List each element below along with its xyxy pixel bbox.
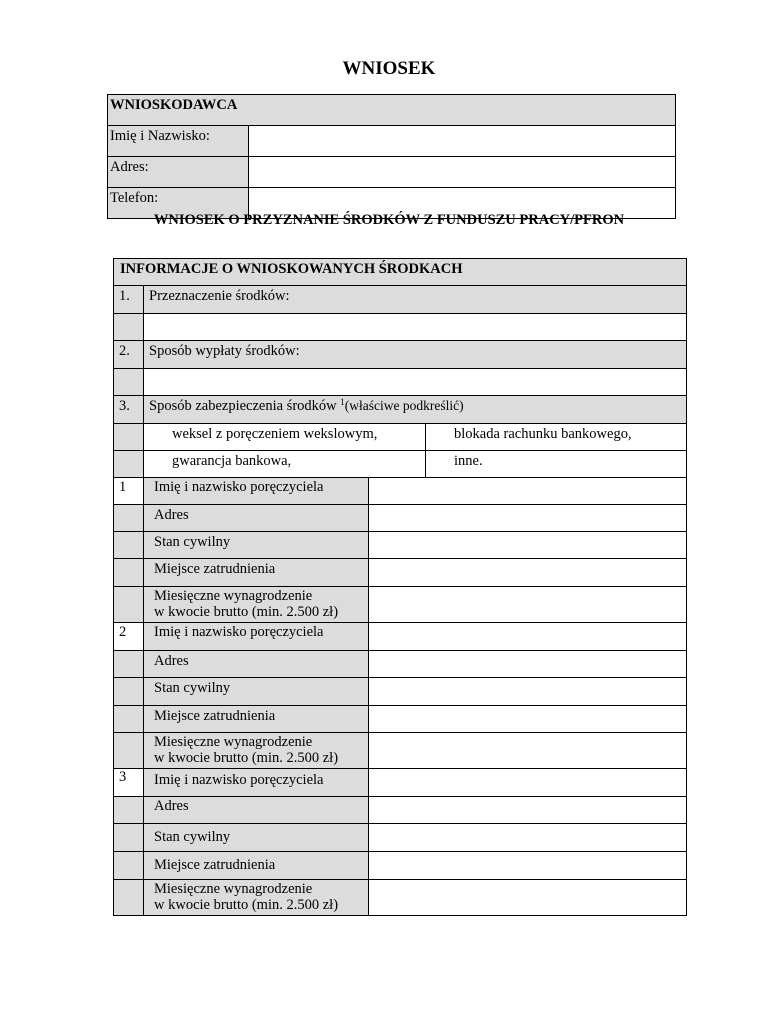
option-number-cell bbox=[114, 424, 144, 451]
guarantor-number: 2 bbox=[114, 623, 144, 651]
applicant-table bbox=[107, 94, 676, 219]
guarantor-marital-field[interactable] bbox=[369, 678, 687, 706]
guarantor-salary-field[interactable] bbox=[369, 733, 687, 769]
funds-table bbox=[113, 258, 687, 916]
purpose-label: Przeznaczenie środków: bbox=[144, 286, 687, 314]
guarantor-number-cell bbox=[114, 797, 144, 824]
page-title: WNIOSEK bbox=[342, 58, 436, 79]
guarantor-number: 1 bbox=[114, 478, 144, 505]
guarantor-number-cell bbox=[114, 852, 144, 880]
guarantor-address-label: Adres bbox=[144, 505, 369, 532]
payment-method-field[interactable] bbox=[144, 369, 687, 396]
guarantor-name-label: Imię i nazwisko poręczyciela bbox=[144, 478, 369, 505]
security-method-label bbox=[144, 396, 687, 424]
guarantor-name-field[interactable] bbox=[369, 623, 687, 651]
guarantor-marital-label: Stan cywilny bbox=[144, 532, 369, 559]
guarantor-number-cell bbox=[114, 824, 144, 852]
guarantor-address-field[interactable] bbox=[369, 797, 687, 824]
option-gwarancja[interactable]: gwarancja bankowa, bbox=[144, 451, 426, 478]
salary-line-2: w kwocie brutto (min. 2.500 zł) bbox=[154, 897, 339, 913]
guarantor-marital-field[interactable] bbox=[369, 532, 687, 559]
funds-header: INFORMACJE O WNIOSKOWANYCH ŚRODKACH bbox=[114, 259, 687, 286]
guarantor-name-label: Imię i nazwisko poręczyciela bbox=[144, 623, 369, 651]
guarantor-number-cell bbox=[114, 706, 144, 733]
guarantor-workplace-field[interactable] bbox=[369, 559, 687, 587]
guarantor-salary-label bbox=[144, 880, 369, 916]
address-label: Adres: bbox=[108, 157, 249, 188]
guarantor-workplace-label: Miejsce zatrudnienia bbox=[144, 852, 369, 880]
purpose-field[interactable] bbox=[144, 314, 687, 341]
salary-line-1: Miesięczne wynagrodzenie bbox=[154, 881, 313, 897]
guarantor-workplace-field[interactable] bbox=[369, 706, 687, 733]
guarantor-salary-label bbox=[144, 587, 369, 623]
guarantor-number-cell bbox=[114, 505, 144, 532]
salary-line-1: Miesięczne wynagrodzenie bbox=[154, 588, 313, 604]
salary-line-2: w kwocie brutto (min. 2.500 zł) bbox=[154, 750, 339, 766]
footnote-marker: 1 bbox=[340, 397, 345, 407]
guarantor-workplace-label: Miejsce zatrudnienia bbox=[144, 559, 369, 587]
guarantor-marital-field[interactable] bbox=[369, 824, 687, 852]
guarantor-number-cell bbox=[114, 651, 144, 678]
payment-number-cell bbox=[114, 369, 144, 396]
guarantor-number: 3 bbox=[114, 769, 144, 797]
salary-line-2: w kwocie brutto (min. 2.500 zł) bbox=[154, 604, 339, 620]
option-blokada[interactable]: blokada rachunku bankowego, bbox=[426, 424, 687, 451]
option-inne[interactable]: inne. bbox=[426, 451, 687, 478]
guarantor-address-field[interactable] bbox=[369, 651, 687, 678]
form-subtitle: WNIOSEK O PRZYZNANIE ŚRODKÓW Z FUNDUSZU PRACY/PFRON bbox=[153, 212, 625, 228]
name-field[interactable] bbox=[249, 126, 676, 157]
guarantor-salary-field[interactable] bbox=[369, 587, 687, 623]
guarantor-number-cell bbox=[114, 678, 144, 706]
guarantor-number-cell bbox=[114, 532, 144, 559]
guarantor-marital-label: Stan cywilny bbox=[144, 824, 369, 852]
payment-method-label: Sposób wypłaty środków: bbox=[144, 341, 687, 369]
guarantor-name-field[interactable] bbox=[369, 478, 687, 505]
security-method-note: (właściwe podkreślić) bbox=[344, 398, 464, 413]
item-number: 3. bbox=[114, 396, 144, 424]
security-method-text: Sposób zabezpieczenia środków bbox=[149, 398, 341, 414]
item-number: 1. bbox=[114, 286, 144, 314]
guarantor-workplace-label: Miejsce zatrudnienia bbox=[144, 706, 369, 733]
guarantor-number-cell bbox=[114, 733, 144, 769]
guarantor-number-cell bbox=[114, 587, 144, 623]
option-number-cell bbox=[114, 451, 144, 478]
option-weksel[interactable]: weksel z poręczeniem wekslowym, bbox=[144, 424, 426, 451]
guarantor-number-cell bbox=[114, 559, 144, 587]
purpose-number-cell bbox=[114, 314, 144, 341]
name-label: Imię i Nazwisko: bbox=[108, 126, 249, 157]
guarantor-salary-field[interactable] bbox=[369, 880, 687, 916]
guarantor-salary-label bbox=[144, 733, 369, 769]
guarantor-number-cell bbox=[114, 880, 144, 916]
guarantor-name-label: Imię i nazwisko poręczyciela bbox=[144, 769, 369, 797]
applicant-header: WNIOSKODAWCA bbox=[108, 95, 676, 126]
item-number: 2. bbox=[114, 341, 144, 369]
guarantor-workplace-field[interactable] bbox=[369, 852, 687, 880]
phone-label: Telefon: bbox=[108, 188, 249, 219]
guarantor-address-label: Adres bbox=[144, 797, 369, 824]
guarantor-marital-label: Stan cywilny bbox=[144, 678, 369, 706]
guarantor-name-field[interactable] bbox=[369, 769, 687, 797]
guarantor-address-field[interactable] bbox=[369, 505, 687, 532]
guarantor-address-label: Adres bbox=[144, 651, 369, 678]
address-field[interactable] bbox=[249, 157, 676, 188]
salary-line-1: Miesięczne wynagrodzenie bbox=[154, 734, 313, 750]
